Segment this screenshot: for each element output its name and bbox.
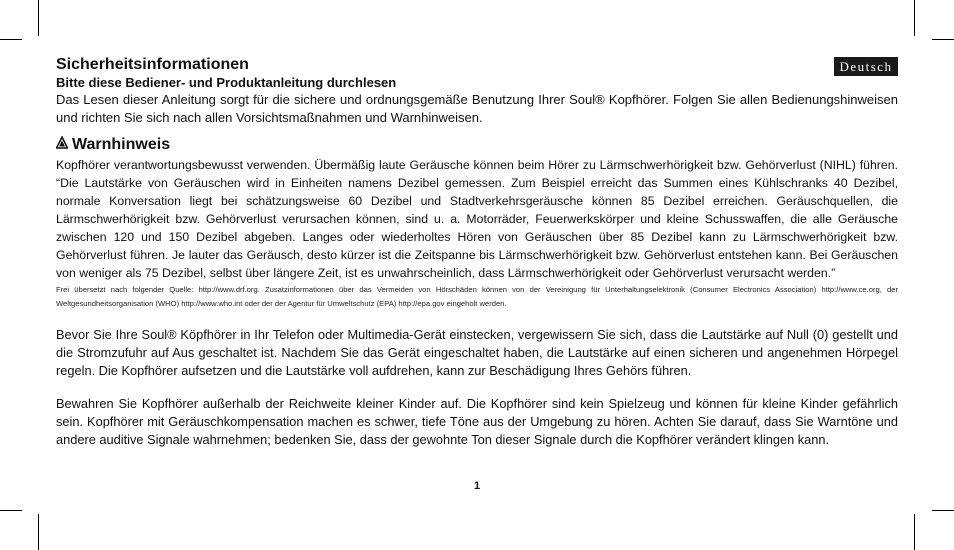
crop-mark-bottom-left-horizontal [0, 510, 22, 511]
crop-mark-top-right-horizontal [932, 39, 954, 40]
language-badge: Deutsch [834, 57, 898, 76]
crop-mark-top-right-vertical [914, 0, 915, 36]
crop-mark-top-left-vertical [38, 0, 39, 36]
crop-mark-top-left-horizontal [0, 39, 22, 40]
warning-heading [56, 135, 898, 155]
intro-paragraph: Das Lesen dieser Anleitung sorgt für die sichere und ordnungsgemäße Benutzung Ihrer Soul® Kopfhörer. Folgen Sie allen Bedienungshinweisen und richten Sie sich nach allen Vorsichtsmaßnahmen und Warnhinweisen. [56, 92, 898, 125]
document-page [56, 55, 898, 449]
source-note: Frei übersetzt nach folgender Quelle: http://www.drf.org. Zusatzinformationen über das Vermeiden von Hörschäden können von der Vereinigung für Unterhaltungselektronik (Consumer Electronics Association) http://www.ce.org, der Weltgesundheitsorganisation (WHO) http://www.who.int oder der der Agentur für Umweltschutz (EPA) http://epa.gov eingeholt werden. [56, 285, 898, 308]
before-use-paragraph: Bevor Sie Ihre Soul® Köpfhörer in Ihr Telefon oder Multimedia-Gerät einstecken, vergewissern Sie sich, dass die Lautstärke auf Null (0) gestellt und die Stromzufuhr auf Aus geschaltet ist. Nachdem Sie das Gerät eingeschaltet haben, die Lautstärke auf einen sicheren und angenehmen Hörpegel regeln. Die Kopfhörer aufsetzen und die Lautstärke voll aufdrehen, kann zur Beschädigung Ihres Gehörs führen. [56, 327, 898, 378]
children-safety-paragraph: Bewahren Sie Kopfhörer außerhalb der Reichweite kleiner Kinder auf. Die Kopfhörer sind kein Spielzeug und können für kleine Kinder gefährlich sein. Kopfhörer mit Geräuschkompensation machen es schwer, tiefe Töne aus der Umgebung zu hören. Achten Sie darauf, dass Sie Warntöne und andere auditive Signale wahrnehmen; bedenken Sie, dass der gewohnte Ton dieser Signale durch die Kopfhörer verändert klingen kann. [56, 396, 898, 447]
page-title: Sicherheitsinformationen [56, 56, 249, 73]
warning-text: Kopfhörer verantwortungsbewusst verwenden. Übermäßig laute Geräusche können beim Hörer zu Lärmschwerhörigkeit bzw. Gehörverlust (NIHL) führen. “Die Lautstärke von Geräuschen wird in Einheiten namens Dezibel gemessen. Zum Beispiel erreicht das Summen eines Kühlschranks 40 Dezibel, normale Konversation liegt bei schätzungsweise 60 Dezibel und Stadtverkehrsgeräusche können 85 Dezibel erreichen. Geräuschquellen, die Lärmschwerhörigkeit bzw. Gehörverlust verursachen können, sind u. a. Motorräder, Feuerwerkskörper und kleine Schusswaffen, die alle Geräusche zwischen 120 und 150 Dezibel abgeben. Langes oder wiederholtes Hören von Geräuschen über 85 Dezibel kann zu Lärmschwerhörigkeit bzw. Gehörverlust führen. Je lauter das Geräusch, desto kürzer ist die Zeitspanne bis Lärmschwerhörigkeit bzw. Gehörverlust entstehen kann. Bei Geräuschen von weniger als 75 Dezibel, selbst über längere Zeit, ist es unwahrscheinlich, dass Lärmschwerhörigkeit oder Gehörverlust verursacht werden.” [56, 158, 898, 280]
warning-triangle-icon [56, 135, 72, 155]
crop-mark-bottom-right-vertical [914, 514, 915, 550]
page-number: 1 [473, 480, 481, 492]
page-subtitle: Bitte diese Bediener- und Produktanleitung durchlesen [56, 75, 397, 90]
warning-heading-label: Warnhinweis [72, 136, 171, 153]
crop-mark-bottom-left-vertical [38, 514, 39, 550]
crop-mark-bottom-right-horizontal [932, 510, 954, 511]
